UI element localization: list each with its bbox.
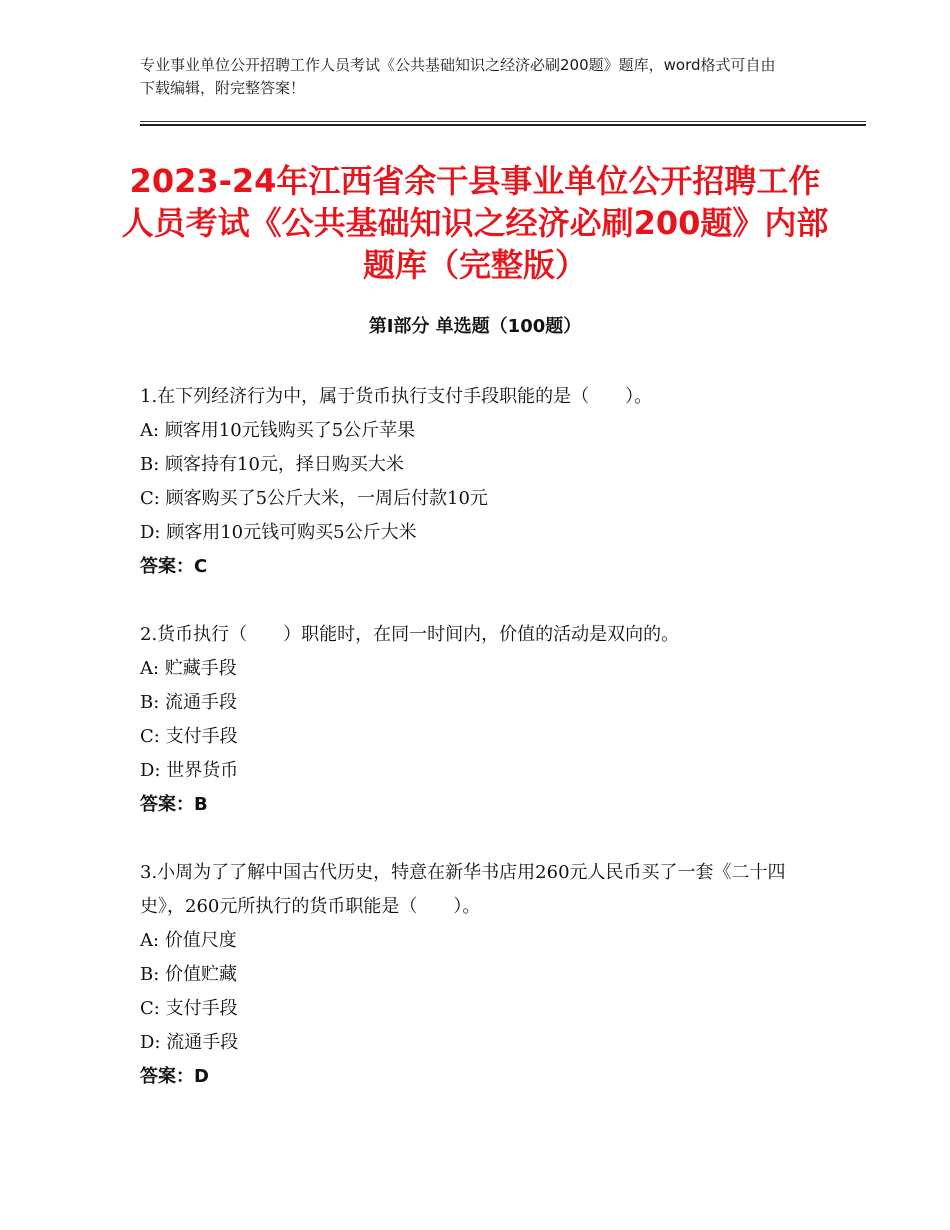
option-text: 顾客用10元钱购买了5公斤苹果 [164,420,416,441]
option-text: 支付手段 [165,726,238,747]
header-note: 专业事业单位公开招聘工作人员考试《公共基础知识之经济必刷200题》题库，word格式可自由下载编辑，附完整答案！ [140,56,776,97]
question-list [140,380,820,1128]
header-divider-thin [140,121,866,122]
header-divider-thick [140,124,866,126]
answer: 答案：B [140,794,208,815]
option-text: 顾客持有10元，择日购买大米 [165,454,404,475]
option-letter: B: [140,964,160,985]
option-text: 价值尺度 [164,930,237,951]
option-a [140,924,820,958]
option-c [140,482,820,516]
option-letter: D: [140,760,161,781]
option-letter: C: [140,488,160,509]
question-1 [140,380,820,584]
section-title: 第Ⅰ部分 单选题（100题） [368,316,582,337]
question-2 [140,618,820,822]
option-letter: B: [140,454,160,475]
option-c [140,720,820,754]
option-letter: D: [140,522,161,543]
option-a [140,414,820,448]
option-b [140,448,820,482]
option-letter: B: [140,692,160,713]
question-stem: 3.小周为了了解中国古代历史，特意在新华书店用260元人民币买了一套《二十四史》，260元所执行的货币职能是（ ）。 [140,862,786,917]
question-stem: 1.在下列经济行为中，属于货币执行支付手段职能的是（ ）。 [140,386,653,407]
option-text: 支付手段 [165,998,238,1019]
option-d [140,516,820,550]
option-c [140,992,820,1026]
option-letter: C: [140,726,160,747]
answer: 答案：D [140,1066,209,1087]
document-title: 2023-24年江西省余干县事业单位公开招聘工作人员考试《公共基础知识之经济必刷200题》内部题库（完整版） [121,162,829,284]
option-letter: A: [140,658,160,679]
option-b [140,686,820,720]
option-text: 流通手段 [166,1032,239,1053]
option-d [140,754,820,788]
option-text: 价值贮藏 [165,964,238,985]
option-text: 顾客用10元钱可购买5公斤大米 [166,522,417,543]
question-3 [140,856,820,1094]
option-text: 流通手段 [165,692,238,713]
answer: 答案：C [140,556,208,577]
option-text: 世界货币 [166,760,239,781]
option-a [140,652,820,686]
option-letter: C: [140,998,160,1019]
option-letter: A: [140,420,160,441]
question-stem: 2.货币执行（ ）职能时，在同一时间内，价值的活动是双向的。 [140,624,680,645]
option-text: 顾客购买了5公斤大米，一周后付款10元 [165,488,488,509]
option-letter: A: [140,930,160,951]
option-letter: D: [140,1032,161,1053]
option-d [140,1026,820,1060]
option-b [140,958,820,992]
option-text: 贮藏手段 [164,658,237,679]
